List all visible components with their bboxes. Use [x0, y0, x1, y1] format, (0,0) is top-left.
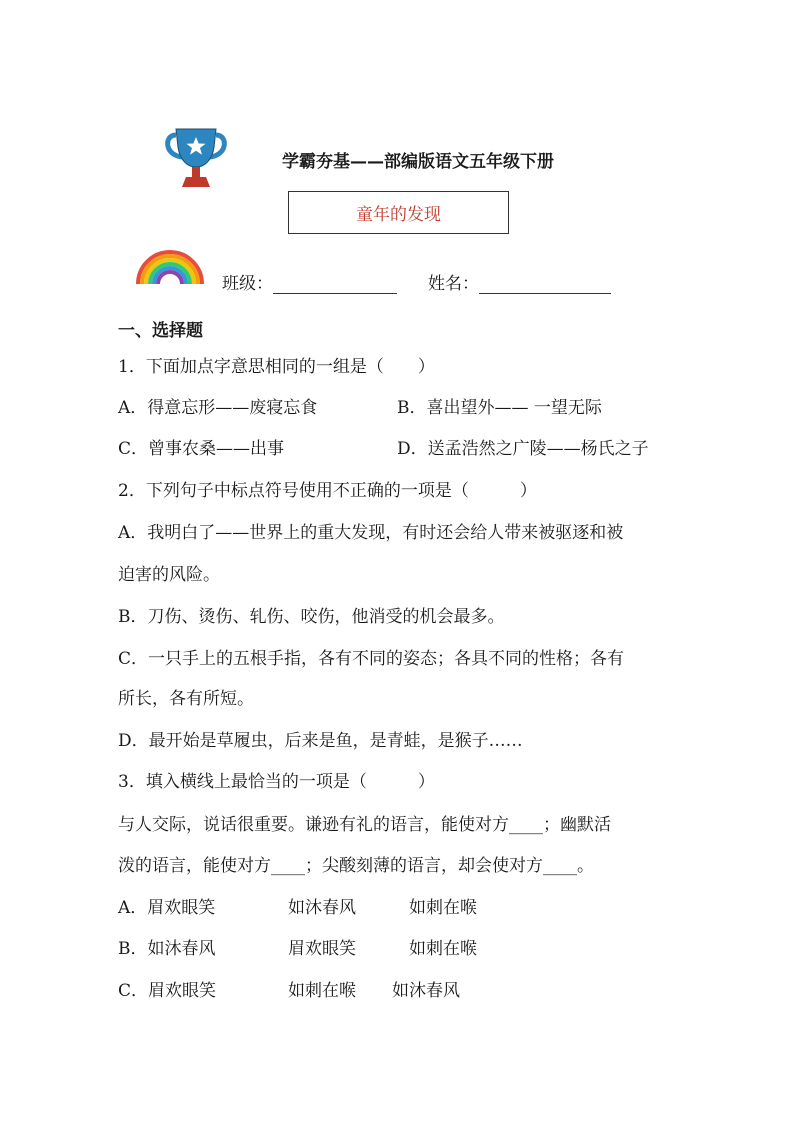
question-1-option-d: D．送孟浩然之广陵——杨氏之子 [397, 439, 649, 459]
class-blank[interactable] [273, 275, 397, 294]
question-3-passage-line1: 与人交际，说话很重要。谦逊有礼的语言，能使对方____；幽默活 [118, 815, 611, 835]
question-3-option-a-word1: A．眉欢眼笑 [118, 898, 216, 918]
question-3-option-c-word2: 如刺在喉 [288, 981, 356, 1001]
name-blank[interactable] [479, 275, 611, 294]
question-1-option-c: C．曾事农桑——出事 [118, 439, 285, 459]
class-label: 班级： [222, 274, 273, 294]
question-3-stem: 3．填入横线上最恰当的一项是（ ） [118, 772, 435, 792]
question-2-option-a-line1: A．我明白了——世界上的重大发现，有时还会给人带来被驱逐和被 [118, 523, 624, 543]
question-3-option-b-word2: 眉欢眼笑 [288, 939, 356, 959]
name-field [428, 274, 611, 294]
lesson-title-box [288, 191, 509, 234]
question-2-stem: 2．下列句子中标点符号使用不正确的一项是（ ） [118, 481, 537, 501]
question-1-option-a: A．得意忘形——废寝忘食 [118, 398, 318, 418]
rainbow-icon [134, 246, 206, 290]
name-label: 姓名： [428, 274, 479, 294]
class-field [222, 274, 397, 294]
question-2-option-d: D．最开始是草履虫，后来是鱼，是青蛙，是猴子…… [118, 731, 523, 751]
document-title: 学霸夯基——部编版语文五年级下册 [282, 152, 554, 172]
question-3-option-a-word2: 如沐春风 [288, 898, 356, 918]
trophy-icon [164, 127, 228, 193]
question-2-option-c-line1: C．一只手上的五根手指，各有不同的姿态；各具不同的性格；各有 [118, 649, 625, 669]
question-2-option-b: B．刀伤、烫伤、轧伤、咬伤，他消受的机会最多。 [118, 607, 505, 627]
lesson-title: 童年的发现 [356, 205, 441, 225]
question-3-option-c-word3: 如沐春风 [392, 981, 460, 1001]
question-3-option-c-word1: C．眉欢眼笑 [118, 981, 217, 1001]
question-1-stem: 1．下面加点字意思相同的一组是（ ） [118, 357, 435, 377]
question-3-passage-line2: 泼的语言，能使对方____；尖酸刻薄的语言，却会使对方____。 [118, 856, 594, 876]
section-title: 一、选择题 [118, 321, 203, 341]
question-3-option-b-word3: 如刺在喉 [409, 939, 477, 959]
question-3-option-b-word1: B．如沐春风 [118, 939, 216, 959]
question-2-option-c-line2: 所长，各有所短。 [118, 689, 254, 709]
question-1-option-b: B．喜出望外—— 一望无际 [397, 398, 602, 418]
question-3-option-a-word3: 如刺在喉 [409, 898, 477, 918]
question-2-option-a-line2: 迫害的风险。 [118, 565, 220, 585]
